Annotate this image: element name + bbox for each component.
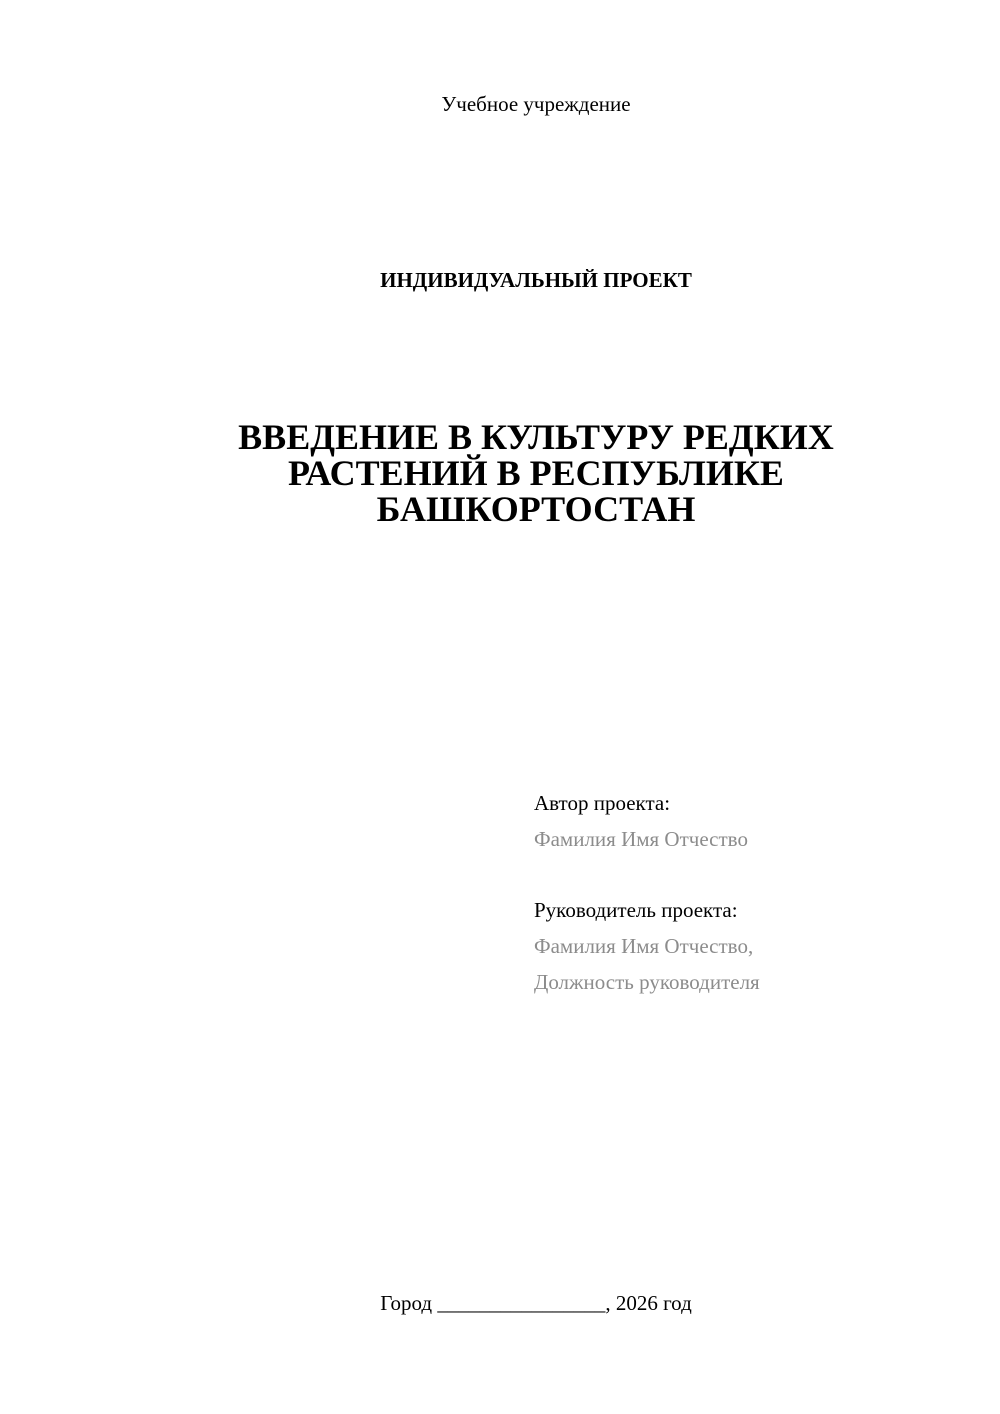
supervisor-position-placeholder: Должность руководителя — [534, 970, 760, 994]
project-type-heading: ИНДИВИДУАЛЬНЫЙ ПРОЕКТ — [380, 268, 692, 292]
project-title-line-2: РАСТЕНИЙ В РЕСПУБЛИКЕ — [288, 453, 784, 493]
project-title-line-1: ВВЕДЕНИЕ В КУЛЬТУРУ РЕДКИХ — [238, 417, 834, 457]
project-title — [36, 419, 1000, 527]
supervisor-block — [534, 892, 974, 1000]
institution-name: Учебное учреждение — [441, 92, 631, 116]
supervisor-label: Руководитель проекта: — [534, 898, 738, 922]
author-block — [534, 785, 974, 857]
author-name-placeholder: Фамилия Имя Отчество — [534, 827, 748, 851]
author-label: Автор проекта: — [534, 791, 671, 815]
supervisor-name-placeholder: Фамилия Имя Отчество, — [534, 934, 754, 958]
city-year-line: Город ________________, 2026 год — [380, 1291, 692, 1315]
project-title-line-3: БАШКОРТОСТАН — [376, 489, 696, 529]
